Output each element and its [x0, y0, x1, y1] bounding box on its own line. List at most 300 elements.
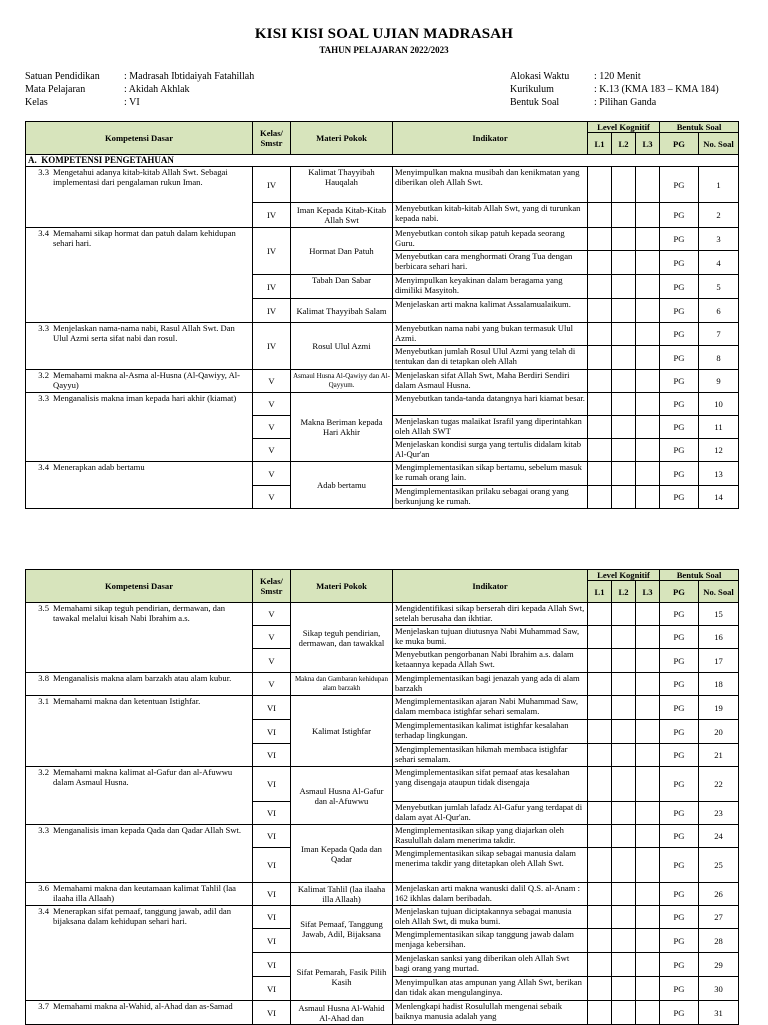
l2-cell: [612, 416, 636, 439]
kelas-cell: VI: [253, 744, 291, 767]
indikator-cell: Mengidentifikasi sikap berserah diri kepada Allah Swt, setelah berusaha dan ikhtiar.: [393, 603, 588, 626]
kd-cell: [26, 603, 253, 673]
pg-cell: PG: [660, 486, 699, 509]
info-label: Kurikulum: [510, 84, 554, 95]
l3-cell: [636, 299, 660, 323]
no-cell: 27: [699, 906, 739, 929]
l2-cell: [612, 323, 636, 346]
kd-number: 3.6: [38, 883, 49, 893]
kd-cell: [26, 883, 253, 906]
materi-cell: Rosul Ulul Azmi: [291, 323, 393, 370]
kd-cell: [26, 323, 253, 370]
l3-cell: [636, 167, 660, 203]
l2-cell: [612, 906, 636, 929]
pg-cell: PG: [660, 744, 699, 767]
info-value: : K.13 (KMA 183 – KMA 184): [594, 84, 719, 95]
kd-cell: [26, 673, 253, 696]
kd-text: Memahami makna al-Wahid, al-Ahad dan as-Samad: [53, 1001, 233, 1011]
col-kelas-header: Kelas/ Smstr: [253, 570, 291, 603]
section-label: KOMPETENSI PENGETAHUAN: [41, 155, 174, 165]
materi-cell: Kalimat Thayyibah Salam: [291, 299, 393, 323]
indikator-cell: Menyebutkan kitab-kitab Allah Swt, yang di turunkan kepada nabi.: [393, 203, 588, 228]
no-cell: 11: [699, 416, 739, 439]
l1-cell: [588, 228, 612, 251]
l3-cell: [636, 251, 660, 275]
indikator-cell: Mengimplementasikan sikap tanggung jawab dalam menjaga kebersihan.: [393, 929, 588, 953]
l3-cell: [636, 323, 660, 346]
materi-cell: Asmaul Husna Al-Wahid Al-Ahad dan: [291, 1001, 393, 1025]
l2-cell: [612, 167, 636, 203]
l3-cell: [636, 275, 660, 299]
kelas-cell: V: [253, 673, 291, 696]
kelas-cell: VI: [253, 953, 291, 977]
pg-cell: PG: [660, 299, 699, 323]
materi-cell: Sifat Pemarah, Fasik Pilih Kasih: [291, 953, 393, 1001]
col-kd-header: Kompetensi Dasar: [26, 122, 253, 155]
indikator-cell: Menyimpulkan makna musibah dan kenikmatan yang diberikan oleh Allah Swt.: [393, 167, 588, 203]
l2-cell: [612, 883, 636, 906]
l2-cell: [612, 203, 636, 228]
indikator-cell: Mengimplementasikan hikmah membaca istighfar sehari semalam.: [393, 744, 588, 767]
no-cell: 4: [699, 251, 739, 275]
kelas-cell: VI: [253, 825, 291, 848]
indikator-cell: Menyebutkan jumlah Rosul Ulul Azmi yang telah di tentukan dan di tetapkan oleh Allah: [393, 346, 588, 370]
no-cell: 18: [699, 673, 739, 696]
materi-cell: Makna dan Gambaran kehidupan alam barzakh: [291, 673, 393, 696]
kelas-cell: V: [253, 486, 291, 509]
l3-cell: [636, 673, 660, 696]
no-cell: 20: [699, 720, 739, 744]
l3-cell: [636, 346, 660, 370]
col-indikator-header: Indikator: [393, 570, 588, 603]
l3-cell: [636, 462, 660, 486]
kd-text: Memahami makna dan keutamaan kalimat Tahlil (laa ilaaha illa Allaah): [53, 883, 236, 903]
kd-number: 3.5: [38, 603, 49, 613]
pg-cell: PG: [660, 977, 699, 1001]
no-cell: 23: [699, 802, 739, 825]
kelas-cell: VI: [253, 883, 291, 906]
info-value: : Madrasah Ibtidaiyah Fatahillah: [124, 71, 255, 82]
materi-cell: Sikap teguh pendirian, dermawan, dan tawakkal: [291, 603, 393, 673]
l1-cell: [588, 906, 612, 929]
info-label: Kelas: [25, 97, 48, 108]
no-cell: 6: [699, 299, 739, 323]
kelas-cell: VI: [253, 767, 291, 802]
table-row: [26, 1001, 739, 1025]
kelas-cell: VI: [253, 720, 291, 744]
materi-cell: Adab bertamu: [291, 462, 393, 509]
kd-text: Memahami makna dan ketentuan Istighfar.: [53, 696, 201, 706]
l1-cell: [588, 323, 612, 346]
no-cell: 1: [699, 167, 739, 203]
l1-cell: [588, 977, 612, 1001]
materi-cell: Asmaul Husna Al-Qawiyy dan Al-Qayyum.: [291, 370, 393, 393]
col-materi-header: Materi Pokok: [291, 122, 393, 155]
table-row: [26, 673, 739, 696]
kd-text: Memahami makna kalimat al-Gafur dan al-Afuwwu dalam Asmaul Husna.: [53, 767, 233, 787]
col-pg-header: PG: [660, 581, 699, 603]
l3-cell: [636, 929, 660, 953]
materi-cell: Iman Kepada Kitab-Kitab Allah Swt: [291, 203, 393, 228]
kd-text: Menerapkan sifat pemaaf, tanggung jawab, adil dan bijaksana dalam kehidupan sehari hari.: [53, 906, 232, 926]
no-cell: 21: [699, 744, 739, 767]
l1-cell: [588, 767, 612, 802]
materi-cell: Iman Kepada Qada dan Qadar: [291, 825, 393, 883]
table-row: [26, 696, 739, 720]
pg-cell: PG: [660, 696, 699, 720]
kd-number: 3.2: [38, 767, 49, 777]
info-value: : 120 Menit: [594, 71, 641, 82]
kd-text: Menjelaskan nama-nama nabi, Rasul Allah Swt. Dan Ulul Azmi serta sifat nabi dan rosul.: [53, 323, 235, 343]
kd-number: 3.3: [38, 167, 49, 177]
col-bentuk-header: Bentuk Soal: [660, 570, 739, 581]
indikator-cell: Menyebutkan pengorbanan Nabi Ibrahim a.s. dalam ketaannya kepada Allah Swt.: [393, 649, 588, 673]
indikator-cell: Mengimplementasikan kalimat istighfar kesalahan terhadap lingkungan.: [393, 720, 588, 744]
materi-cell: Makna Beriman kepada Hari Akhir: [291, 393, 393, 462]
l2-cell: [612, 370, 636, 393]
kelas-cell: V: [253, 439, 291, 462]
l2-cell: [612, 720, 636, 744]
info-label: Alokasi Waktu: [510, 71, 570, 82]
no-cell: 19: [699, 696, 739, 720]
kelas-cell: V: [253, 603, 291, 626]
l1-cell: [588, 299, 612, 323]
materi-cell: Sifat Pemaaf, Tanggung Jawab, Adil, Bijaksana: [291, 906, 393, 953]
l1-cell: [588, 439, 612, 462]
kd-number: 3.3: [38, 393, 49, 403]
kelas-cell: V: [253, 370, 291, 393]
l3-cell: [636, 203, 660, 228]
col-l3-header: L3: [636, 133, 660, 155]
l2-cell: [612, 299, 636, 323]
kelas-cell: V: [253, 626, 291, 649]
info-value: : VI: [124, 97, 140, 108]
col-pg-header: PG: [660, 133, 699, 155]
kd-cell: [26, 393, 253, 462]
l2-cell: [612, 929, 636, 953]
pg-cell: PG: [660, 416, 699, 439]
l1-cell: [588, 346, 612, 370]
l2-cell: [612, 626, 636, 649]
l3-cell: [636, 802, 660, 825]
l1-cell: [588, 251, 612, 275]
table-row: [26, 228, 739, 251]
col-no-header: No. Soal: [699, 133, 739, 155]
indikator-cell: Menjelaskan arti makna kalimat Assalamualaikum.: [393, 299, 588, 323]
l2-cell: [612, 1001, 636, 1025]
pg-cell: PG: [660, 228, 699, 251]
l1-cell: [588, 603, 612, 626]
no-cell: 12: [699, 439, 739, 462]
kelas-cell: VI: [253, 977, 291, 1001]
indikator-cell: Menjelaskan sifat Allah Swt, Maha Berdiri Sendiri dalam Asmaul Husna.: [393, 370, 588, 393]
section-heading: [26, 155, 739, 167]
info-value: : Akidah Akhlak: [124, 84, 190, 95]
table-row: [26, 767, 739, 802]
table-row: [26, 323, 739, 346]
kd-number: 3.3: [38, 323, 49, 333]
table-row: [26, 393, 739, 416]
l2-cell: [612, 486, 636, 509]
l1-cell: [588, 696, 612, 720]
kelas-cell: VI: [253, 848, 291, 883]
l3-cell: [636, 626, 660, 649]
l1-cell: [588, 167, 612, 203]
materi-cell: Kalimat Tahlil (laa ilaaha illa Allaah): [291, 883, 393, 906]
l2-cell: [612, 649, 636, 673]
info-left: [25, 70, 254, 109]
indikator-cell: Menjelaskan tujuan diutusnya Nabi Muhammad Saw, ke muka bumi.: [393, 626, 588, 649]
indikator-cell: Menjelaskan tugas malaikat Israfil yang diperintahkan oleh Allah SWT: [393, 416, 588, 439]
pg-cell: PG: [660, 603, 699, 626]
kd-text: Memahami sikap teguh pendirian, dermawan, dan tawakal melalui kisah Nabi Ibrahim a.s.: [53, 603, 226, 623]
table-row: [26, 603, 739, 626]
no-cell: 22: [699, 767, 739, 802]
materi-cell: Tabah Dan Sabar: [291, 275, 393, 299]
materi-cell: Asmaul Husna Al-Gafur dan al-Afuwwu: [291, 767, 393, 825]
kelas-cell: VI: [253, 1001, 291, 1025]
info-value: : Pilihan Ganda: [594, 97, 657, 108]
no-cell: 13: [699, 462, 739, 486]
kd-number: 3.1: [38, 696, 49, 706]
l3-cell: [636, 825, 660, 848]
l1-cell: [588, 393, 612, 416]
l3-cell: [636, 848, 660, 883]
kelas-cell: IV: [253, 299, 291, 323]
l3-cell: [636, 720, 660, 744]
l2-cell: [612, 825, 636, 848]
kd-cell: [26, 228, 253, 323]
indikator-cell: Menjelaskan tujuan diciptakannya sebagai manusia oleh Allah Swt, di muka bumi.: [393, 906, 588, 929]
no-cell: 3: [699, 228, 739, 251]
kd-cell: [26, 906, 253, 1001]
l3-cell: [636, 228, 660, 251]
indikator-cell: Menyebutkan contoh sikap patuh kepada seorang Guru.: [393, 228, 588, 251]
kd-cell: [26, 696, 253, 767]
col-l3-header: L3: [636, 581, 660, 603]
l3-cell: [636, 953, 660, 977]
l2-cell: [612, 439, 636, 462]
document-title: KISI KISI SOAL UJIAN MADRASAH: [254, 26, 514, 42]
indikator-cell: Menyebutkan tanda-tanda datangnya hari kiamat besar.: [393, 393, 588, 416]
col-bentuk-header: Bentuk Soal: [660, 122, 739, 133]
l2-cell: [612, 848, 636, 883]
l3-cell: [636, 649, 660, 673]
pg-cell: PG: [660, 673, 699, 696]
pg-cell: PG: [660, 720, 699, 744]
l2-cell: [612, 275, 636, 299]
kelas-cell: IV: [253, 275, 291, 299]
col-materi-header: Materi Pokok: [291, 570, 393, 603]
table-row: [26, 825, 739, 848]
l3-cell: [636, 906, 660, 929]
kelas-cell: IV: [253, 167, 291, 203]
pg-cell: PG: [660, 251, 699, 275]
pg-cell: PG: [660, 767, 699, 802]
pg-cell: PG: [660, 802, 699, 825]
kd-number: 3.7: [38, 1001, 49, 1011]
l3-cell: [636, 486, 660, 509]
l3-cell: [636, 883, 660, 906]
kd-number: 3.4: [38, 228, 49, 238]
kelas-cell: VI: [253, 696, 291, 720]
no-cell: 30: [699, 977, 739, 1001]
kelas-cell: IV: [253, 323, 291, 370]
no-cell: 17: [699, 649, 739, 673]
l2-cell: [612, 393, 636, 416]
l2-cell: [612, 603, 636, 626]
kelas-cell: IV: [253, 203, 291, 228]
l1-cell: [588, 825, 612, 848]
table-row: [26, 462, 739, 486]
pg-cell: PG: [660, 393, 699, 416]
kd-cell: [26, 462, 253, 509]
no-cell: 24: [699, 825, 739, 848]
l2-cell: [612, 953, 636, 977]
no-cell: 16: [699, 626, 739, 649]
indikator-cell: Menyimpulkan keyakinan dalam beragama yang dimiliki Masyitoh.: [393, 275, 588, 299]
l1-cell: [588, 953, 612, 977]
l1-cell: [588, 370, 612, 393]
l1-cell: [588, 744, 612, 767]
kd-text: Mengetahui adanya kitab-kitab Allah Swt. Sebagai implementasi dari pengalaman rukun Iman.: [53, 167, 228, 187]
pg-cell: PG: [660, 825, 699, 848]
indikator-cell: Mengimplementasikan sikap sebagai manusia dalam menerima takdir yang ditetapkan oleh Allah Swt.: [393, 848, 588, 883]
kd-number: 3.4: [38, 906, 49, 916]
no-cell: 10: [699, 393, 739, 416]
indikator-cell: Menyebutkan nama nabi yang bukan termasuk Ulul Azmi.: [393, 323, 588, 346]
kd-text: Menganalisis iman kepada Qada dan Qadar Allah Swt.: [53, 825, 242, 835]
l1-cell: [588, 275, 612, 299]
kelas-cell: VI: [253, 929, 291, 953]
indikator-cell: Mengimplementasikan sikap yang diajarkan oleh Rasulullah dalam menerima takdir.: [393, 825, 588, 848]
l2-cell: [612, 346, 636, 370]
l3-cell: [636, 767, 660, 802]
table-row: [26, 906, 739, 929]
col-level-header: Level Kognitif: [588, 122, 660, 133]
document-subtitle: TAHUN PELAJARAN 2022/2023: [319, 45, 449, 55]
table-row: [26, 370, 739, 393]
kd-text: Memahami sikap hormat dan patuh dalam kehidupan sehari hari.: [53, 228, 236, 248]
l3-cell: [636, 603, 660, 626]
l3-cell: [636, 1001, 660, 1025]
pg-cell: PG: [660, 203, 699, 228]
l2-cell: [612, 251, 636, 275]
indikator-cell: Mengimplementasikan prilaku sebagai orang yang berkunjung ke rumah.: [393, 486, 588, 509]
l1-cell: [588, 673, 612, 696]
l3-cell: [636, 977, 660, 1001]
col-l1-header: L1: [588, 581, 612, 603]
no-cell: 15: [699, 603, 739, 626]
kelas-cell: VI: [253, 906, 291, 929]
kelas-cell: V: [253, 462, 291, 486]
l1-cell: [588, 848, 612, 883]
pg-cell: PG: [660, 883, 699, 906]
kd-cell: [26, 167, 253, 228]
kd-cell: [26, 1001, 253, 1025]
l2-cell: [612, 228, 636, 251]
table-row: [26, 167, 739, 203]
kd-text: Menerapkan adab bertamu: [53, 462, 145, 472]
pg-cell: PG: [660, 462, 699, 486]
kisi-table-1: [25, 121, 739, 509]
kelas-cell: IV: [253, 228, 291, 275]
l1-cell: [588, 649, 612, 673]
l1-cell: [588, 486, 612, 509]
info-label: Satuan Pendidikan: [25, 71, 100, 82]
kelas-cell: V: [253, 393, 291, 416]
col-l2-header: L2: [612, 581, 636, 603]
materi-cell: Kalimat Thayyibah Hauqalah: [291, 167, 393, 203]
indikator-cell: Menyebutkan jumlah lafadz Al-Gafur yang terdapat di dalam ayat Al-Qur'an.: [393, 802, 588, 825]
l2-cell: [612, 696, 636, 720]
pg-cell: PG: [660, 346, 699, 370]
no-cell: 8: [699, 346, 739, 370]
l1-cell: [588, 462, 612, 486]
no-cell: 9: [699, 370, 739, 393]
kd-number: 3.3: [38, 825, 49, 835]
kelas-cell: V: [253, 649, 291, 673]
kd-cell: [26, 825, 253, 883]
pg-cell: PG: [660, 626, 699, 649]
kelas-cell: VI: [253, 802, 291, 825]
col-no-header: No. Soal: [699, 581, 739, 603]
l1-cell: [588, 720, 612, 744]
no-cell: 25: [699, 848, 739, 883]
indikator-cell: Mengimplementasikan bagi jenazah yang ada di alam barzakh: [393, 673, 588, 696]
pg-cell: PG: [660, 906, 699, 929]
no-cell: 14: [699, 486, 739, 509]
col-kd-header: Kompetensi Dasar: [26, 570, 253, 603]
table-row: [26, 883, 739, 906]
l2-cell: [612, 977, 636, 1001]
kd-text: Memahami makna al-Asma al-Husna (Al-Qawiyy, Al-Qayyu): [53, 370, 241, 390]
l2-cell: [612, 462, 636, 486]
l2-cell: [612, 744, 636, 767]
pg-cell: PG: [660, 439, 699, 462]
l3-cell: [636, 439, 660, 462]
indikator-cell: Menjelaskan sanksi yang diberikan oleh Allah Swt bagi orang yang murtad.: [393, 953, 588, 977]
col-kelas-header: Kelas/ Smstr: [253, 122, 291, 155]
pg-cell: PG: [660, 167, 699, 203]
indikator-cell: Menyebutkan cara menghormati Orang Tua dengan berbicara sehari hari.: [393, 251, 588, 275]
l3-cell: [636, 416, 660, 439]
pg-cell: PG: [660, 275, 699, 299]
indikator-cell: Menjelaskan kondisi surga yang tertulis didalam kitab Al-Qur'an: [393, 439, 588, 462]
l3-cell: [636, 696, 660, 720]
l1-cell: [588, 416, 612, 439]
pg-cell: PG: [660, 953, 699, 977]
l1-cell: [588, 203, 612, 228]
kisi-table-2: [25, 569, 739, 1025]
indikator-cell: Menyimpulkan atas ampunan yang Allah Swt, berikan dan tidak akan mengulanginya.: [393, 977, 588, 1001]
l1-cell: [588, 1001, 612, 1025]
l3-cell: [636, 370, 660, 393]
kd-text: Menganalisis makna alam barzakh atau alam kubur.: [53, 673, 232, 683]
pg-cell: PG: [660, 848, 699, 883]
col-l2-header: L2: [612, 133, 636, 155]
col-l1-header: L1: [588, 133, 612, 155]
pg-cell: PG: [660, 649, 699, 673]
col-indikator-header: Indikator: [393, 122, 588, 155]
info-label: Bentuk Soal: [510, 97, 560, 108]
pg-cell: PG: [660, 929, 699, 953]
kd-cell: [26, 370, 253, 393]
kelas-cell: V: [253, 416, 291, 439]
l2-cell: [612, 802, 636, 825]
pg-cell: PG: [660, 323, 699, 346]
section-number: A.: [28, 155, 37, 165]
